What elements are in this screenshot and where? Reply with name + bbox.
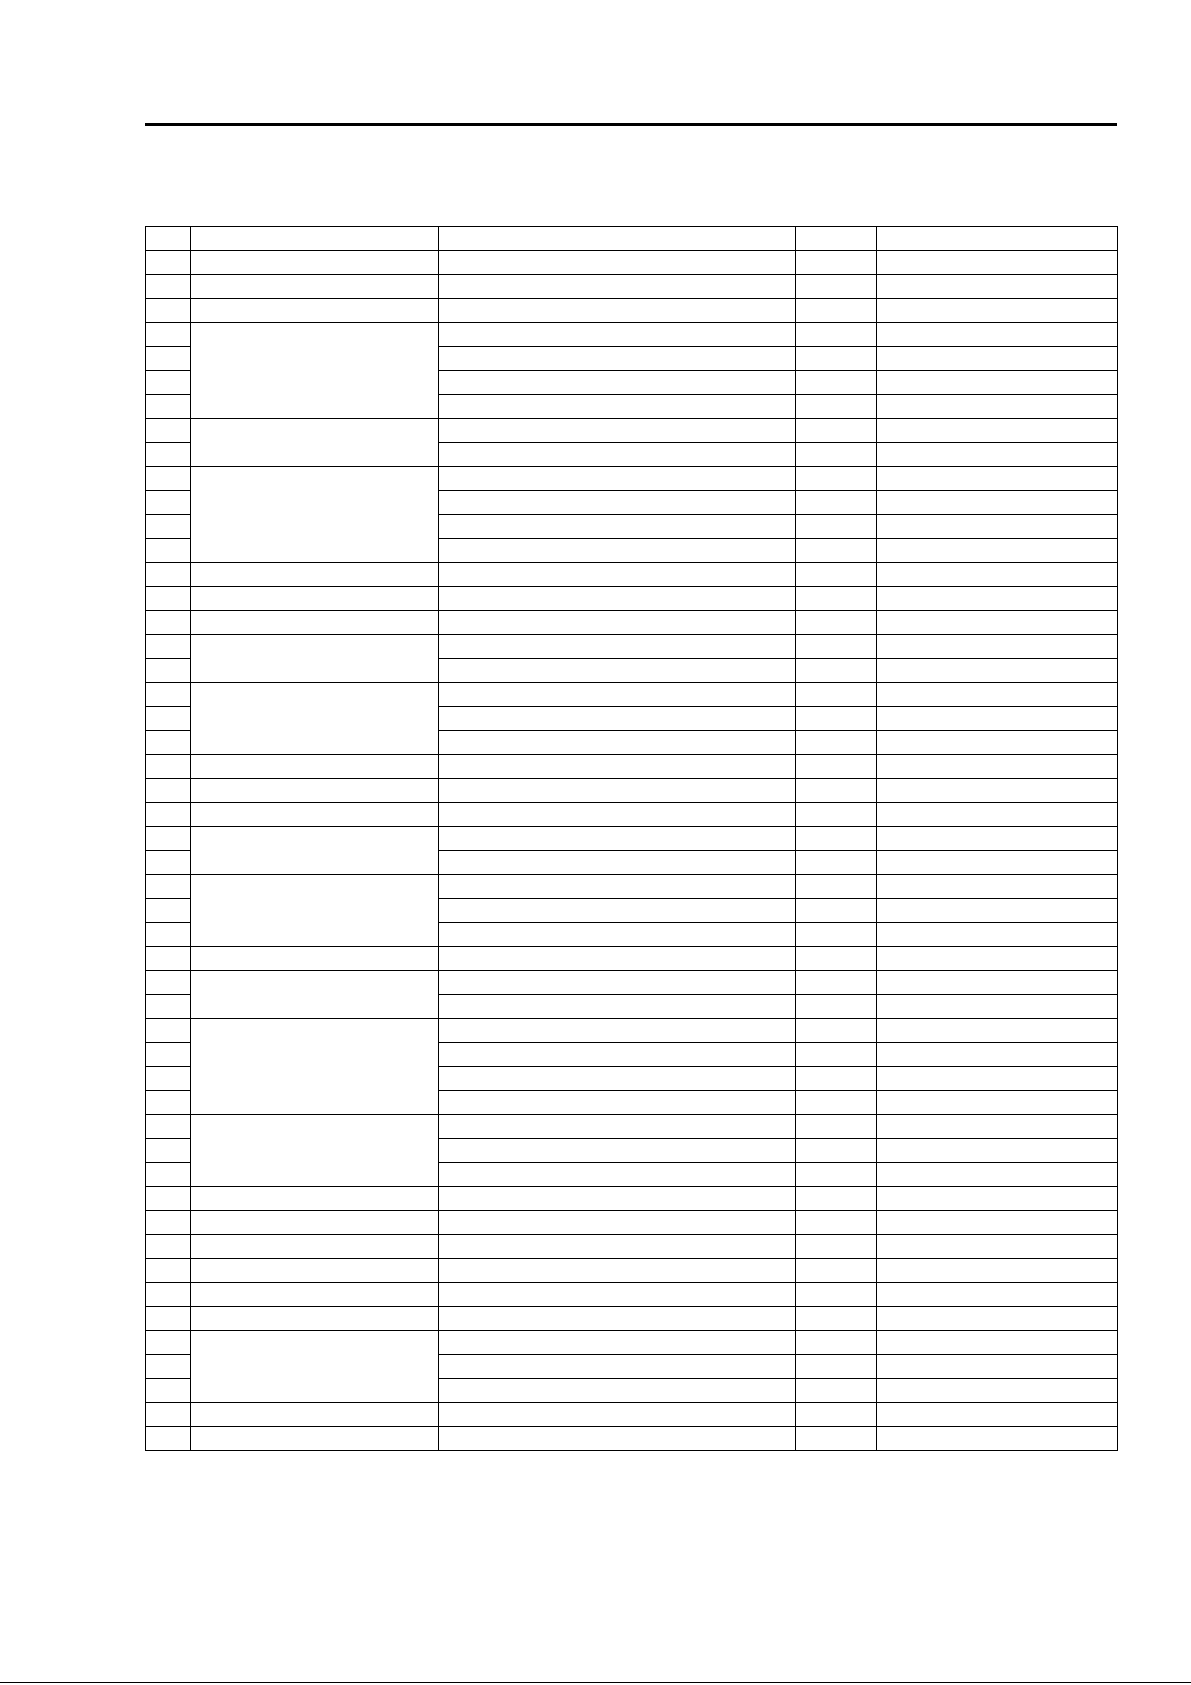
description-cell (439, 251, 796, 275)
row-number-cell (146, 923, 191, 947)
remarks-cell (877, 731, 1118, 755)
row-number-cell (146, 1187, 191, 1211)
description-cell (439, 467, 796, 491)
table-row (146, 587, 1118, 611)
table-row (146, 1259, 1118, 1283)
value-cell (796, 827, 877, 851)
description-cell (439, 1211, 796, 1235)
description-cell (439, 923, 796, 947)
remarks-cell (877, 491, 1118, 515)
row-number-cell (146, 683, 191, 707)
value-cell (796, 1283, 877, 1307)
value-cell (796, 1235, 877, 1259)
remarks-cell (877, 755, 1118, 779)
description-cell (439, 1355, 796, 1379)
remarks-cell (877, 1307, 1118, 1331)
table-row (146, 779, 1118, 803)
row-number-cell (146, 275, 191, 299)
row-number-cell (146, 539, 191, 563)
group-label-cell (191, 1331, 439, 1403)
footer-rule (0, 1682, 1191, 1683)
row-number-cell (146, 635, 191, 659)
row-number-cell (146, 563, 191, 587)
description-cell (439, 1139, 796, 1163)
value-cell (796, 563, 877, 587)
group-label-cell (191, 1259, 439, 1283)
description-cell (439, 1115, 796, 1139)
value-cell (796, 707, 877, 731)
group-label-cell (191, 275, 439, 299)
table-row (146, 611, 1118, 635)
group-label-cell (191, 1427, 439, 1451)
value-cell (796, 395, 877, 419)
value-cell (796, 971, 877, 995)
remarks-cell (877, 515, 1118, 539)
group-label-cell (191, 1115, 439, 1187)
value-cell (796, 875, 877, 899)
description-cell (439, 1259, 796, 1283)
description-cell (439, 611, 796, 635)
value-cell (796, 611, 877, 635)
description-cell (439, 1043, 796, 1067)
value-cell (796, 1307, 877, 1331)
value-cell (796, 251, 877, 275)
table-row (146, 1307, 1118, 1331)
table-row (146, 803, 1118, 827)
remarks-cell (877, 299, 1118, 323)
remarks-cell (877, 443, 1118, 467)
value-cell (796, 539, 877, 563)
row-number-cell (146, 1163, 191, 1187)
row-number-cell (146, 707, 191, 731)
description-cell (439, 1403, 796, 1427)
row-number-cell (146, 419, 191, 443)
remarks-cell (877, 1355, 1118, 1379)
remarks-cell (877, 1211, 1118, 1235)
group-label-cell (191, 803, 439, 827)
value-cell (796, 779, 877, 803)
row-number-cell (146, 371, 191, 395)
description-cell (439, 1019, 796, 1043)
value-cell (796, 995, 877, 1019)
value-cell (796, 731, 877, 755)
table-row (146, 275, 1118, 299)
remarks-cell (877, 1427, 1118, 1451)
row-number-cell (146, 995, 191, 1019)
description-cell (439, 635, 796, 659)
value-cell (796, 683, 877, 707)
row-number-cell (146, 587, 191, 611)
description-cell (439, 731, 796, 755)
table-row (146, 755, 1118, 779)
description-cell (439, 1427, 796, 1451)
table-row (146, 419, 1118, 443)
description-cell (439, 659, 796, 683)
remarks-cell (877, 659, 1118, 683)
description-cell (439, 395, 796, 419)
value-cell (796, 851, 877, 875)
row-number-cell (146, 659, 191, 683)
group-label-cell (191, 587, 439, 611)
description-cell (439, 491, 796, 515)
group-label-cell (191, 611, 439, 635)
group-label-cell (191, 1187, 439, 1211)
remarks-cell (877, 275, 1118, 299)
description-cell (439, 1379, 796, 1403)
group-label-cell (191, 1235, 439, 1259)
description-cell (439, 515, 796, 539)
description-cell (439, 347, 796, 371)
value-cell (796, 227, 877, 251)
table-row (146, 467, 1118, 491)
description-cell (439, 563, 796, 587)
row-number-cell (146, 1235, 191, 1259)
data-table (145, 226, 1118, 1451)
row-number-cell (146, 443, 191, 467)
remarks-cell (877, 563, 1118, 587)
row-number-cell (146, 395, 191, 419)
row-number-cell (146, 1067, 191, 1091)
remarks-cell (877, 827, 1118, 851)
remarks-cell (877, 323, 1118, 347)
row-number-cell (146, 899, 191, 923)
remarks-cell (877, 779, 1118, 803)
description-cell (439, 851, 796, 875)
description-cell (439, 587, 796, 611)
remarks-cell (877, 1187, 1118, 1211)
remarks-cell (877, 851, 1118, 875)
table-row (146, 1331, 1118, 1355)
group-label-cell (191, 875, 439, 947)
group-label-cell (191, 227, 439, 251)
group-label-cell (191, 1403, 439, 1427)
table-row (146, 1019, 1118, 1043)
description-cell (439, 875, 796, 899)
remarks-cell (877, 1403, 1118, 1427)
value-cell (796, 1403, 877, 1427)
description-cell (439, 803, 796, 827)
table-row (146, 1427, 1118, 1451)
remarks-cell (877, 899, 1118, 923)
remarks-cell (877, 1043, 1118, 1067)
group-label-cell (191, 1019, 439, 1115)
table-row (146, 251, 1118, 275)
group-label-cell (191, 1307, 439, 1331)
remarks-cell (877, 539, 1118, 563)
group-label-cell (191, 419, 439, 467)
value-cell (796, 299, 877, 323)
group-label-cell (191, 251, 439, 275)
remarks-cell (877, 707, 1118, 731)
row-number-cell (146, 1043, 191, 1067)
row-number-cell (146, 1259, 191, 1283)
table-row (146, 683, 1118, 707)
description-cell (439, 1067, 796, 1091)
value-cell (796, 1019, 877, 1043)
value-cell (796, 755, 877, 779)
value-cell (796, 1427, 877, 1451)
value-cell (796, 347, 877, 371)
remarks-cell (877, 683, 1118, 707)
description-cell (439, 1163, 796, 1187)
row-number-cell (146, 1403, 191, 1427)
value-cell (796, 1211, 877, 1235)
group-label-cell (191, 635, 439, 683)
table-row (146, 1235, 1118, 1259)
row-number-cell (146, 1355, 191, 1379)
row-number-cell (146, 1019, 191, 1043)
group-label-cell (191, 683, 439, 755)
remarks-cell (877, 803, 1118, 827)
remarks-cell (877, 1259, 1118, 1283)
remarks-cell (877, 1115, 1118, 1139)
description-cell (439, 443, 796, 467)
row-number-cell (146, 467, 191, 491)
value-cell (796, 1331, 877, 1355)
row-number-cell (146, 1211, 191, 1235)
remarks-cell (877, 1235, 1118, 1259)
description-cell (439, 899, 796, 923)
row-number-cell (146, 611, 191, 635)
value-cell (796, 1091, 877, 1115)
row-number-cell (146, 755, 191, 779)
row-number-cell (146, 1427, 191, 1451)
group-label-cell (191, 971, 439, 1019)
group-label-cell (191, 563, 439, 587)
description-cell (439, 1331, 796, 1355)
group-label-cell (191, 299, 439, 323)
row-number-cell (146, 971, 191, 995)
table-row (146, 1283, 1118, 1307)
row-number-cell (146, 779, 191, 803)
row-number-cell (146, 731, 191, 755)
remarks-cell (877, 1067, 1118, 1091)
description-cell (439, 275, 796, 299)
description-cell (439, 827, 796, 851)
row-number-cell (146, 1307, 191, 1331)
table-row (146, 323, 1118, 347)
remarks-cell (877, 395, 1118, 419)
row-number-cell (146, 875, 191, 899)
remarks-cell (877, 971, 1118, 995)
remarks-cell (877, 371, 1118, 395)
table-row (146, 299, 1118, 323)
table-row (146, 1211, 1118, 1235)
description-cell (439, 995, 796, 1019)
group-label-cell (191, 827, 439, 875)
description-cell (439, 947, 796, 971)
row-number-cell (146, 1331, 191, 1355)
description-cell (439, 371, 796, 395)
description-cell (439, 539, 796, 563)
remarks-cell (877, 1139, 1118, 1163)
value-cell (796, 635, 877, 659)
group-label-cell (191, 467, 439, 563)
table-row (146, 827, 1118, 851)
remarks-cell (877, 875, 1118, 899)
row-number-cell (146, 491, 191, 515)
row-number-cell (146, 1283, 191, 1307)
group-label-cell (191, 1211, 439, 1235)
row-number-cell (146, 803, 191, 827)
value-cell (796, 419, 877, 443)
remarks-cell (877, 347, 1118, 371)
remarks-cell (877, 467, 1118, 491)
value-cell (796, 899, 877, 923)
table-body (146, 227, 1118, 1451)
value-cell (796, 515, 877, 539)
row-number-cell (146, 1091, 191, 1115)
row-number-cell (146, 851, 191, 875)
table-row (146, 227, 1118, 251)
value-cell (796, 1163, 877, 1187)
description-cell (439, 1235, 796, 1259)
description-cell (439, 227, 796, 251)
description-cell (439, 1091, 796, 1115)
remarks-cell (877, 1163, 1118, 1187)
group-label-cell (191, 947, 439, 971)
remarks-cell (877, 995, 1118, 1019)
value-cell (796, 1259, 877, 1283)
table-row (146, 1187, 1118, 1211)
remarks-cell (877, 923, 1118, 947)
description-cell (439, 323, 796, 347)
value-cell (796, 491, 877, 515)
value-cell (796, 275, 877, 299)
value-cell (796, 1043, 877, 1067)
remarks-cell (877, 419, 1118, 443)
value-cell (796, 803, 877, 827)
value-cell (796, 467, 877, 491)
row-number-cell (146, 299, 191, 323)
remarks-cell (877, 1019, 1118, 1043)
remarks-cell (877, 947, 1118, 971)
table-row (146, 1115, 1118, 1139)
table-row (146, 947, 1118, 971)
value-cell (796, 659, 877, 683)
table-row (146, 635, 1118, 659)
value-cell (796, 587, 877, 611)
value-cell (796, 923, 877, 947)
description-cell (439, 1187, 796, 1211)
row-number-cell (146, 347, 191, 371)
row-number-cell (146, 227, 191, 251)
remarks-cell (877, 635, 1118, 659)
remarks-cell (877, 1091, 1118, 1115)
table-row (146, 1403, 1118, 1427)
value-cell (796, 1139, 877, 1163)
description-cell (439, 707, 796, 731)
group-label-cell (191, 755, 439, 779)
remarks-cell (877, 227, 1118, 251)
value-cell (796, 1187, 877, 1211)
value-cell (796, 371, 877, 395)
description-cell (439, 683, 796, 707)
description-cell (439, 755, 796, 779)
remarks-cell (877, 251, 1118, 275)
value-cell (796, 1379, 877, 1403)
remarks-cell (877, 1283, 1118, 1307)
description-cell (439, 1307, 796, 1331)
value-cell (796, 323, 877, 347)
table-row (146, 875, 1118, 899)
value-cell (796, 947, 877, 971)
group-label-cell (191, 323, 439, 419)
row-number-cell (146, 1379, 191, 1403)
remarks-cell (877, 587, 1118, 611)
description-cell (439, 1283, 796, 1307)
description-cell (439, 779, 796, 803)
remarks-cell (877, 1379, 1118, 1403)
value-cell (796, 1067, 877, 1091)
description-cell (439, 299, 796, 323)
group-label-cell (191, 779, 439, 803)
group-label-cell (191, 1283, 439, 1307)
table-row (146, 971, 1118, 995)
remarks-cell (877, 611, 1118, 635)
row-number-cell (146, 515, 191, 539)
table-row (146, 563, 1118, 587)
value-cell (796, 1115, 877, 1139)
row-number-cell (146, 251, 191, 275)
description-cell (439, 971, 796, 995)
row-number-cell (146, 1139, 191, 1163)
header-rule (145, 123, 1117, 126)
value-cell (796, 1355, 877, 1379)
value-cell (796, 443, 877, 467)
row-number-cell (146, 947, 191, 971)
remarks-cell (877, 1331, 1118, 1355)
row-number-cell (146, 1115, 191, 1139)
row-number-cell (146, 827, 191, 851)
description-cell (439, 419, 796, 443)
row-number-cell (146, 323, 191, 347)
